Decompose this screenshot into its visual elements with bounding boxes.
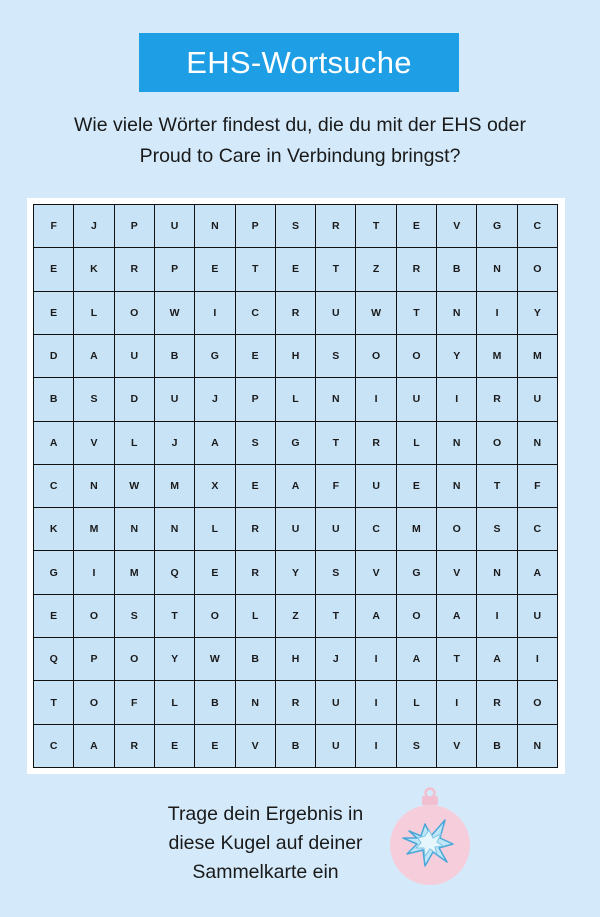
grid-cell: N [436,421,476,464]
grid-cell: L [154,680,194,723]
grid-cell: N [154,507,194,550]
grid-cell: S [315,550,355,593]
grid-cell: P [235,204,275,247]
grid-cell: R [235,507,275,550]
grid-cell: P [114,204,154,247]
grid-cell: N [315,377,355,420]
grid-cell: B [436,247,476,290]
question-line-2: Proud to Care in Verbindung bringst? [139,145,461,167]
grid-cell: R [275,680,315,723]
grid-cell: C [517,204,557,247]
grid-cell: S [114,594,154,637]
grid-cell: E [275,247,315,290]
grid-cell: N [73,464,113,507]
grid-cell: E [396,204,436,247]
grid-cell: A [355,594,395,637]
grid-cell: A [73,334,113,377]
grid-cell: E [194,724,234,767]
grid-cell: D [114,377,154,420]
grid-cell: R [315,204,355,247]
grid-cell: J [154,421,194,464]
grid-cell: I [73,550,113,593]
grid-cell: U [396,377,436,420]
grid-cell: S [235,421,275,464]
grid-cell: M [476,334,516,377]
grid-cell: V [436,550,476,593]
grid-cell: S [476,507,516,550]
grid-cell: F [33,204,73,247]
grid-cell: O [476,421,516,464]
grid-cell: K [73,247,113,290]
grid-cell: S [275,204,315,247]
grid-cell: Q [154,550,194,593]
grid-cell: A [275,464,315,507]
grid-cell: O [194,594,234,637]
grid-cell: B [194,680,234,723]
grid-cell: O [114,637,154,680]
grid-cell: N [436,291,476,334]
grid-cell: E [154,724,194,767]
grid-cell: T [315,594,355,637]
grid-cell: M [114,550,154,593]
instruction-line-1: Trage dein Ergebnis in [167,803,364,825]
grid-cell: B [476,724,516,767]
grid-cell: R [396,247,436,290]
grid-cell: V [436,724,476,767]
grid-cell: I [476,291,516,334]
grid-cell: A [436,594,476,637]
grid-cell: Z [355,247,395,290]
grid-cell: F [517,464,557,507]
grid-cell: S [396,724,436,767]
grid-cell: E [235,334,275,377]
grid-cell: V [355,550,395,593]
grid-cell: C [33,464,73,507]
grid-cell: M [396,507,436,550]
christmas-bauble-icon [385,786,475,886]
grid-cell: P [73,637,113,680]
grid-cell: N [194,204,234,247]
grid-cell: B [33,377,73,420]
grid-cell: N [114,507,154,550]
grid-cell: I [355,680,395,723]
grid-cell: O [114,291,154,334]
grid-cell: N [517,724,557,767]
grid-cell: U [154,204,194,247]
grid-cell: Z [275,594,315,637]
grid-cell: G [396,550,436,593]
grid-cell: A [476,637,516,680]
grid-cell: E [33,247,73,290]
grid-cell: W [194,637,234,680]
grid-cell: O [517,680,557,723]
instruction-line-3: Sammelkarte ein [192,861,339,883]
grid-cell: R [235,550,275,593]
grid-cell: U [355,464,395,507]
grid-cell: W [154,291,194,334]
grid-cell: E [194,247,234,290]
grid-cell: E [33,291,73,334]
grid-cell: S [315,334,355,377]
grid-cell: U [275,507,315,550]
grid-cell: E [194,550,234,593]
grid-cell: M [73,507,113,550]
instruction-line-2: diese Kugel auf deiner [168,832,363,854]
grid-cell: Y [517,291,557,334]
grid-cell: A [33,421,73,464]
grid-cell: E [33,594,73,637]
grid-cell: V [235,724,275,767]
grid-cell: T [154,594,194,637]
grid-cell: D [33,334,73,377]
grid-cell: Q [33,637,73,680]
grid-cell: G [33,550,73,593]
grid-cell: A [396,637,436,680]
grid-cell: M [517,334,557,377]
grid-cell: R [114,247,154,290]
grid-cell: T [396,291,436,334]
grid-cell: J [315,637,355,680]
grid-cell: O [436,507,476,550]
page-title: EHS-Wortsuche [139,33,459,92]
grid-cell: M [154,464,194,507]
grid-cell: A [517,550,557,593]
grid-cell: T [436,637,476,680]
grid-cell: N [235,680,275,723]
grid-cell: V [73,421,113,464]
grid-cell: T [315,247,355,290]
grid-cell: K [33,507,73,550]
grid-cell: T [355,204,395,247]
grid-cell: O [517,247,557,290]
grid-cell: U [517,377,557,420]
grid-cell: R [114,724,154,767]
grid-cell: H [275,637,315,680]
grid-cell: T [476,464,516,507]
grid-cell: T [235,247,275,290]
grid-cell: T [315,421,355,464]
grid-cell: P [235,377,275,420]
grid-cell: O [73,680,113,723]
word-search-grid [33,204,558,768]
grid-cell: G [476,204,516,247]
grid-cell: U [315,724,355,767]
grid-cell: U [315,291,355,334]
grid-cell: C [517,507,557,550]
grid-cell: N [517,421,557,464]
grid-cell: U [114,334,154,377]
grid-cell: W [355,291,395,334]
grid-cell: B [275,724,315,767]
grid-cell: I [476,594,516,637]
grid-cell: Y [436,334,476,377]
grid-cell: T [33,680,73,723]
grid-cell: L [396,421,436,464]
grid-cell: G [275,421,315,464]
grid-cell: V [436,204,476,247]
grid-cell: L [194,507,234,550]
grid-cell: B [154,334,194,377]
grid-cell: L [73,291,113,334]
grid-cell: R [476,377,516,420]
grid-cell: P [154,247,194,290]
grid-cell: U [154,377,194,420]
grid-cell: L [396,680,436,723]
grid-cell: U [517,594,557,637]
grid-cell: Y [154,637,194,680]
grid-cell: F [315,464,355,507]
grid-cell: E [235,464,275,507]
grid-cell: C [355,507,395,550]
grid-cell: O [73,594,113,637]
word-search-frame [27,198,565,774]
grid-cell: I [436,680,476,723]
grid-cell: L [235,594,275,637]
question-text [0,110,600,172]
grid-cell: L [275,377,315,420]
grid-cell: U [315,507,355,550]
grid-cell: F [114,680,154,723]
grid-cell: H [275,334,315,377]
grid-cell: R [275,291,315,334]
grid-cell: I [355,724,395,767]
grid-cell: I [355,377,395,420]
grid-cell: I [517,637,557,680]
grid-cell: X [194,464,234,507]
grid-cell: G [194,334,234,377]
grid-cell: U [315,680,355,723]
grid-cell: L [114,421,154,464]
grid-cell: J [194,377,234,420]
grid-cell: Y [275,550,315,593]
grid-cell: E [396,464,436,507]
grid-cell: B [235,637,275,680]
grid-cell: R [355,421,395,464]
grid-cell: N [436,464,476,507]
grid-cell: N [476,247,516,290]
grid-cell: I [194,291,234,334]
grid-cell: I [436,377,476,420]
grid-cell: A [194,421,234,464]
grid-cell: A [73,724,113,767]
grid-cell: O [355,334,395,377]
grid-cell: O [396,334,436,377]
grid-cell: N [476,550,516,593]
grid-cell: C [235,291,275,334]
grid-cell: R [476,680,516,723]
grid-cell: I [355,637,395,680]
grid-cell: S [73,377,113,420]
grid-cell: W [114,464,154,507]
grid-cell: O [396,594,436,637]
grid-cell: C [33,724,73,767]
grid-cell: J [73,204,113,247]
question-line-1: Wie viele Wörter findest du, die du mit der EHS oder [74,114,526,136]
